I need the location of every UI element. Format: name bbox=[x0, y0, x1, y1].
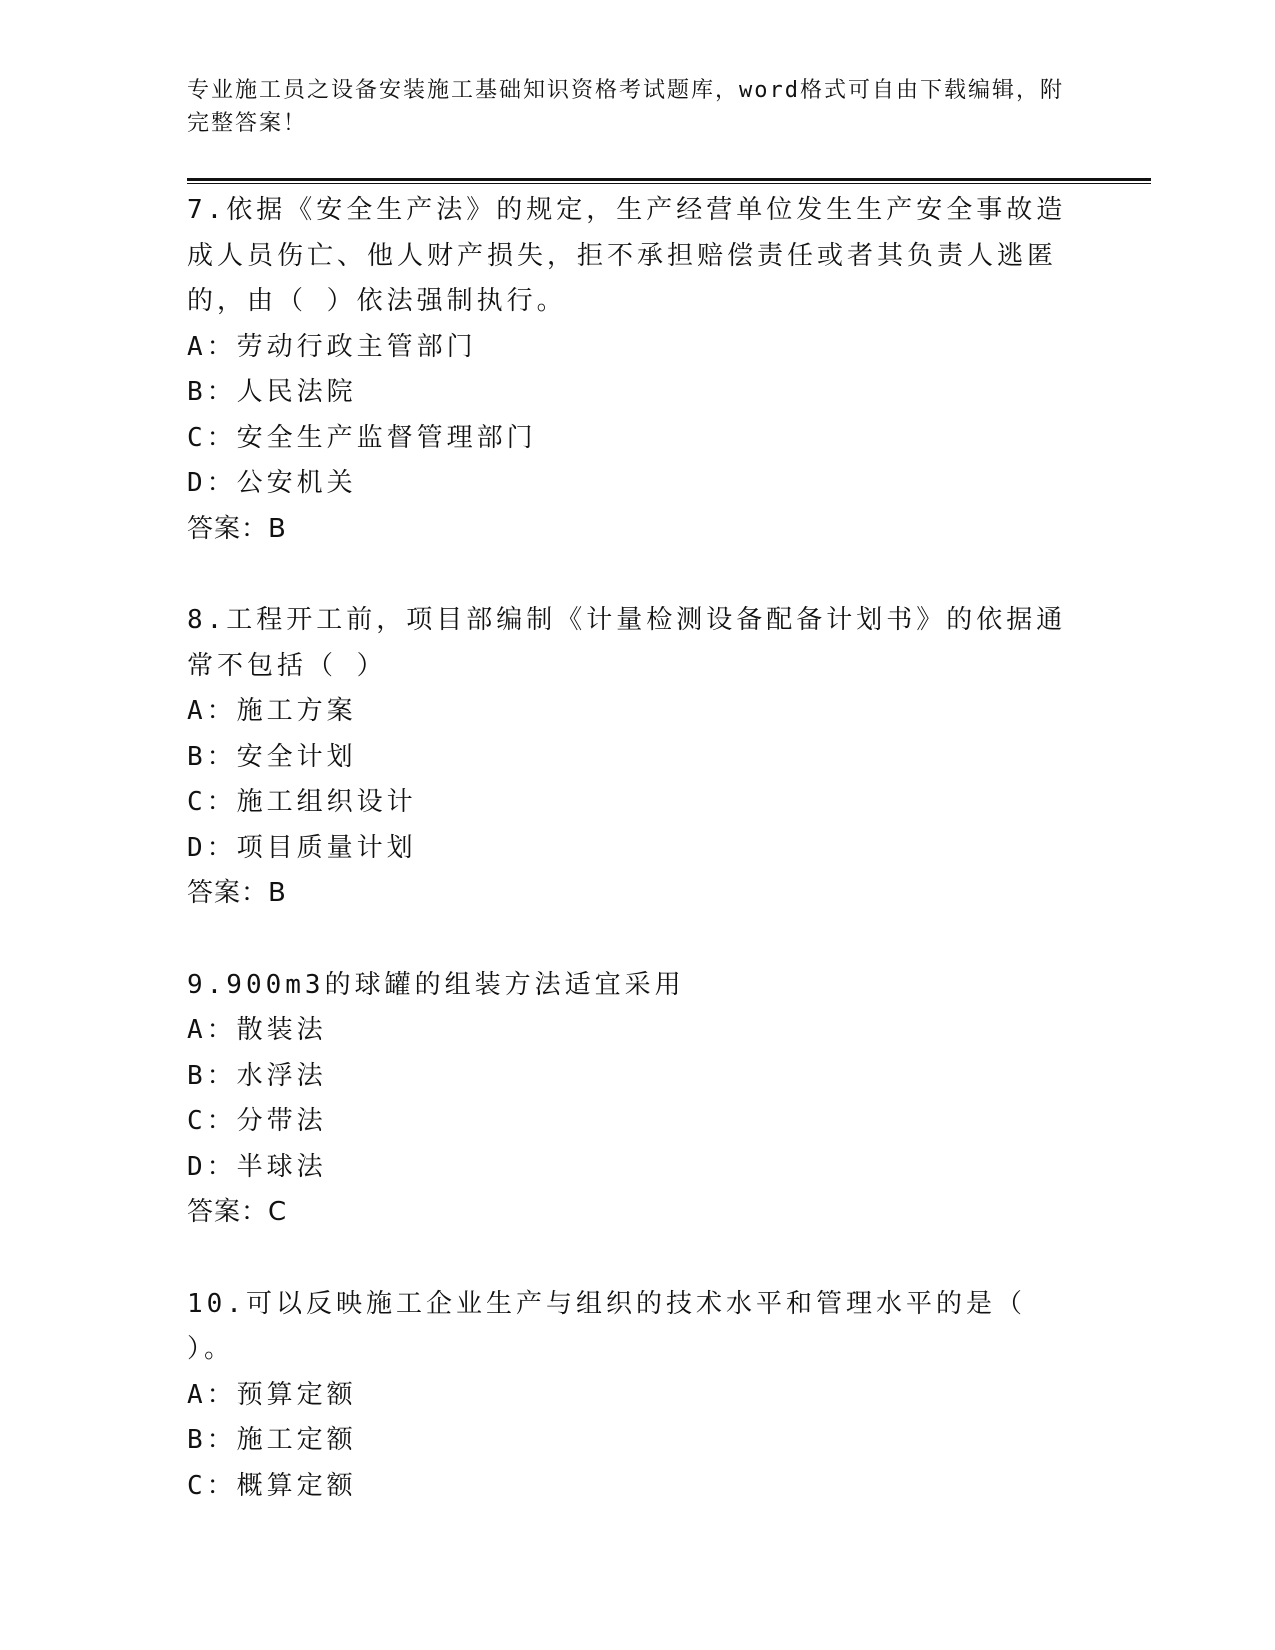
option-a: A：劳动行政主管部门 bbox=[187, 331, 477, 362]
option-a: A：预算定额 bbox=[187, 1379, 357, 1410]
question-10 bbox=[187, 1282, 1077, 1510]
document-header: 专业施工员之设备安装施工基础知识资格考试题库，word格式可自由下载编辑，附完整答案！ bbox=[187, 78, 1064, 136]
question-stem: 8.工程开工前，项目部编制《计量检测设备配备计划书》的依据通常不包括（ ） bbox=[187, 605, 1067, 681]
answer-line: 答案：C bbox=[187, 1197, 288, 1227]
option-a: A：施工方案 bbox=[187, 696, 357, 726]
option-d: D：半球法 bbox=[187, 1151, 327, 1182]
option-d: D：项目质量计划 bbox=[187, 832, 417, 863]
option-c: C：施工组织设计 bbox=[187, 787, 417, 817]
answer-line: 答案：B bbox=[187, 878, 287, 908]
answer-line: 答案：B bbox=[187, 513, 287, 544]
option-d: D：公安机关 bbox=[187, 468, 357, 498]
option-b: B：施工定额 bbox=[187, 1425, 357, 1455]
option-a: A：散装法 bbox=[187, 1015, 327, 1045]
option-b: B：安全计划 bbox=[187, 741, 357, 772]
option-b: B：水浮法 bbox=[187, 1060, 327, 1091]
question-8 bbox=[187, 598, 1077, 917]
option-c: C：分带法 bbox=[187, 1106, 327, 1136]
header-divider-thick bbox=[187, 178, 1151, 181]
question-stem: 10.可以反映施工企业生产与组织的技术水平和管理水平的是（ ）。 bbox=[187, 1288, 1026, 1364]
question-stem: 9.900m3的球罐的组装方法适宜采用 bbox=[187, 969, 685, 1000]
option-c: C：概算定额 bbox=[187, 1470, 357, 1501]
question-9 bbox=[187, 963, 1077, 1236]
option-b: B：人民法院 bbox=[187, 377, 357, 407]
question-stem: 7.依据《安全生产法》的规定，生产经营单位发生生产安全事故造成人员伤亡、他人财产损失，拒不承担赔偿责任或者其负责人逃匿的，由（ ）依法强制执行。 bbox=[187, 195, 1067, 316]
header-divider-thin bbox=[187, 183, 1151, 184]
option-c: C：安全生产监督管理部门 bbox=[187, 422, 537, 453]
question-7 bbox=[187, 188, 1077, 552]
question-list bbox=[187, 188, 1077, 1555]
